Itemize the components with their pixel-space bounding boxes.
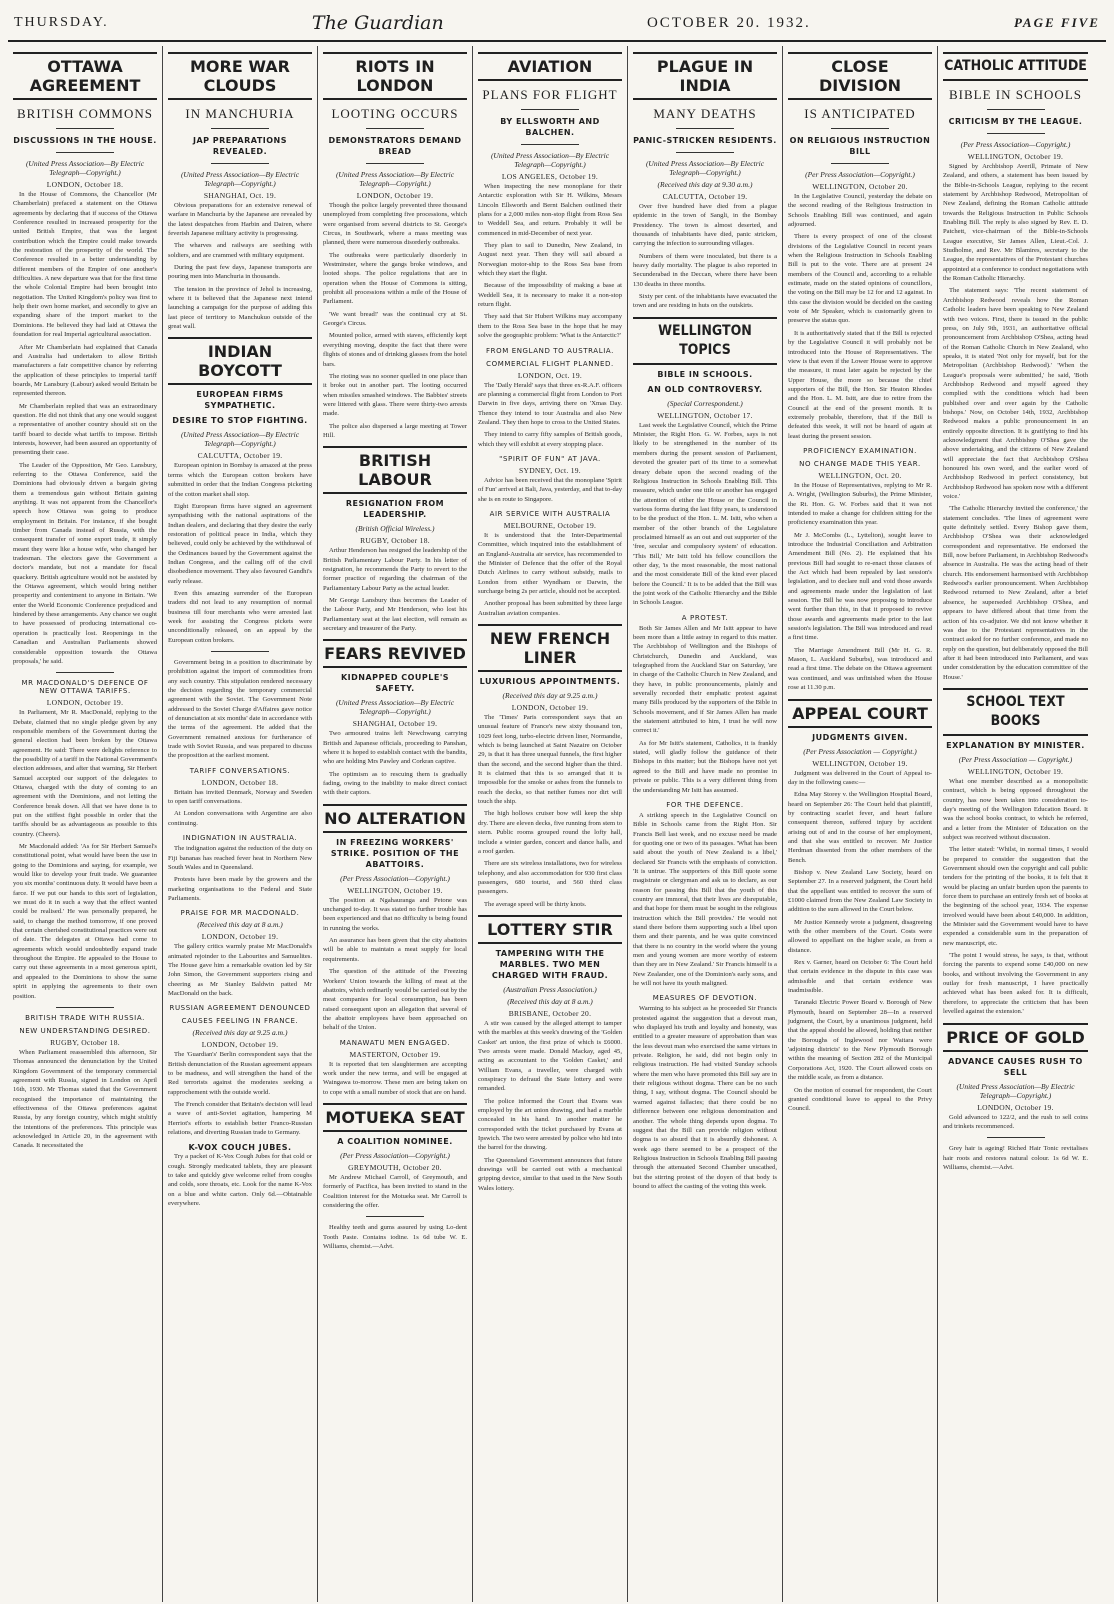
article-air-service [478, 510, 622, 618]
article-measures-of-devotion [633, 994, 777, 1191]
paragraph: The indignation against the reduction of the duty on Fiji bananas has reached fever heat in Northern New South Wales and in Queensland. [168, 845, 312, 871]
headline: BRITISH LABOUR [323, 446, 467, 494]
subheadline: BRITISH COMMONS [17, 106, 153, 121]
credit-line: (United Press Association—By Electric Telegraph—Copyright.) [956, 1081, 1075, 1100]
deck: ADVANCE CAUSES RUSH TO SELL [948, 1056, 1083, 1077]
dateline: BRISBANE, October 20. [508, 1008, 592, 1018]
paragraph: Bishop v. New Zealand Law Society, heard on September 27. In a reserved judgment, the Court held that the appellant was entitled to recover the sum of £1000 claimed from the New Zealand Law Society in addition to the sum allowed in the Court below. [788, 868, 932, 914]
dateline: RUGBY, October 18. [50, 1037, 120, 1047]
paragraph: Last week the Legislative Council, which the Prime Minister, the Right Hon. G. W. Forbes, says is not likely to be strengthened in the number of its members during the present session of Parliament, devoted the greater part of its time to a somewhat dreary debate upon the second reading of the Religious Instruction in Schools Enabling Bill. This measure, which under one title or another has engaged the attention of either the House or the Council in various forms during the last fifty years, is understood to be the product of the Hon. L. M. Isitt, who when a member of the other branch of the Legislature proclaimed himself as an out and out supporter of the 'free, secular and compulsory system' of education. 'This Bill,' Mr Isitt told his fellow councillors the other day, 'is the most reasonable, the most national and the most considerate Bill of the kind ever placed before the Council.' It is to be added that the Bill was the joint work of the Catholic Hierarchy and the Bible in Schools League. [633, 421, 777, 607]
section-subhead: A PROTEST. [681, 613, 729, 622]
paragraph: The Queensland Government announces that future drawings will be carried out with a mechanical gripping device, similar to that used in the New South Wales lottery. [478, 1156, 622, 1192]
deck: DEMONSTRATORS DEMAND BREAD [328, 136, 462, 156]
column-3 [318, 46, 473, 1602]
article-war-clouds [168, 52, 312, 331]
dateline: MASTERTON, October 19. [349, 1049, 441, 1059]
paragraph: In the House of Commons, the Chancellor (Mr Chamberlain) prefaced a statement on the Ottawa agreements by declaring that if success of the Ottawa Conference resulted in increased prosperity for the united British Empire, that was the largest contribution which the Empire could make towards the restoration of the prosperity of the world. The Conference resulted in a better understanding by different members of the Empire of one another's difficulties. A new departure was that for the first time the whole Colonial Empire had been brought into negotiation. The United Kingdom's policy was first to help their own home market, and secondly to give an expanding share of the import market to the Dominions. He believed they had laid at Ottawa the foundation for real Imperial agricultural association. [13, 191, 157, 339]
dateline: MELBOURNE, October 19. [503, 520, 597, 530]
paragraph: Another proposal has been submitted by three large Australian aviation companies. [478, 600, 622, 617]
masthead-day: THURSDAY. [14, 15, 109, 30]
columns [8, 46, 1106, 1602]
paragraph: The French consider that Britain's decision will lead a wave of anti-Soviet agitation, hampering M Herriot's efforts to establish better Franco-Russian relations, and diverting Russian trade to Germany. [168, 1101, 312, 1137]
paragraph: The 'Times' Paris correspondent says that an unusual feature of France's new sixty thousand ton, 1029 feet long, turbo-electric driven liner, Normandie, which is being launched at Saint Nazaire on October 29, is that it has three unequal funnels, the first higher than the second, and the second higher than the third. It is claimed that this is so arranged that it is impossible for the smoke or ashes from the funnels to reach the decks, so that neither fumes nor dirt will touch the ship. [478, 714, 622, 806]
credit-line: (Received this day at 8 a.m.) [507, 996, 593, 1006]
headline: INDIAN BOYCOTT [168, 337, 312, 385]
dateline: GREYMOUTH, October 20. [348, 1162, 442, 1172]
paragraph: Edna May Storey v. the Wellington Hospital Board, heard on September 26: The Court held that plaintiff, by contracting scarlet fever, and heart failure consequent thereon, suffered injury by accident arising out of and in the course of her employment, and that she was entitled to recover. Mr Justice Herdman dissented from the other members of the Bench. [788, 791, 932, 864]
paragraph: The statement says: 'The recent statement of Archbishop Redwood reveals how the Roman Catholic leaders have been speaking to New Zealand with two voices. First, there is issued in the public press, on July 9th, 1931, an authoritative official pronouncement from Archbishop O'Shea, acting head of the Roman Catholic Church in New Zealand, who speaks, it is stated 'Not only for myself, but for the Metropolitan (Archbishop Redwood).' 'When the League's proposals were submitted,' he said, 'Both Archbishop Redwood and myself agreed they complied with the conditions which had been published over and over again by the Catholic bishops.' Now, on October 14th, 1932, Archbishop Redwood makes a public pronouncement in an entirely opposite direction. It is gratifying to find his acknowledgment that Archbishop O'Shea gave the above undertaking, and the citizens of New Zealand will appreciate the fact that Archbishop O'Shea honoured his own word, and the earlier word of Archbishop Redwood in perfect consistency, but Archbishop Redwood has spoken now with a different voice.' [943, 287, 1088, 501]
paragraph: 'The Catholic Hierarchy invited the conference,' the statement concludes. 'The lines of agreement were quite definitely settled. Every Bishop gave them, Archbishop O'Shea was their acknowledged correspondent and representative. He endorsed the Bill, now before Parliament, in Archbishop Redwood's absence in Australia. He was the acting head of their church. His endorsement harmonised with Archbishop Redwood's earlier pronouncement. When Archbishop Redwood returned to New Zealand, after a brief absence, he superseded Archbishop O'Shea, and appears to have differed about that time from the action of his co-adjutor. We did not know whether it was due to the Protestant representatives in the contract asked for no further conference, and made no reply on the question, but deliberately opposed the Bill after it had been introduced into Parliament, and was under consideration by the education committee of the House.' [943, 505, 1088, 681]
paragraph: When Parliament reassembled this afternoon, Sir Thomas announced the denunciation by the United Kingdom Government of the temporary commercial agreement with Russia, signed in London on April 16th, 1930. Mr Thomas stated that the Government recognised the importance of maintaining the effectiveness of the Ottawa preferences against Russia, by any foreign country, which might stultify the intentions of the preferences. This principle was acknowledged in Article 20, in the agreement with Canada. It necessitated the [13, 1048, 157, 1150]
deck: KIDNAPPED COUPLE'S SAFETY. [340, 673, 450, 694]
subheadline: BIBLE IN SCHOOLS [948, 87, 1082, 102]
article-a-protest [633, 614, 777, 795]
paragraph: The police also dispersed a large meeting at Tower Hill. [323, 422, 467, 439]
paragraph: The 'Guardian's' Berlin correspondent says that the British denunciation of the Russian agreement appears to be madness, and will strengthen the hand of the Red terrorists against the moderates seeking a rapprochement with the outside world. [168, 1051, 312, 1096]
paragraph: Both Sir James Allen and Mr Isitt appear to have been more than a little astray in regard to this matter. The Archbishop of Wellington and the Bishops of Christchurch, Dunedin and Auckland, was telegraphed from the Auckland Star on Saturday, 'are in charge of the Catholic Church in New Zealand, and they have, in public pronouncements, plainly and severally recorded their emphatic protest against many Bills produced by the supporters of the Bible in Schools movement, and if Sir James Allen has made the statement attributed to him, I trust he will now correct it.' [633, 624, 777, 735]
dateline: LONDON, Oct. 19. [517, 370, 583, 380]
paragraph: It is authoritatively stated that if the Bill is rejected by the Legislative Council it will probably not be introduced into the House of Representatives. The view is that even if the Lower House were to approve the measure, it must later again be rejected by the Upper House, the more so because the chief supporters of the Bill, the Hon. Sir Heaton Rhodes and the Hon. L. M. Isitt, are due to retire from the Council at the end of the present month. It is extremely probable, therefore, that if the Bill is defeated this week, it will not be heard of again at least during the present session. [788, 329, 932, 440]
paragraph: Mr Chamberlain replied that was an extraordinary question. He did not think that any one would suggest a representative of another country should sit on the tariff board to decide what tariffs to impose. British interests, however, had been assured an opportunity of presenting their case. [13, 402, 157, 457]
article-aviation [478, 52, 622, 341]
credit-line: (Received this day at 9.25 a.m.) [192, 1028, 288, 1038]
paragraph: What one member described as a monopolistic contract, which is being opposed throughout the country, has now been taken into consideration to-day's meeting of the Wellington Education Board. It was the school books contract, to which he referred, and a letter from the Minister of Education on the subject was received without discussion. [943, 777, 1088, 841]
paragraph: Britain has invited Denmark, Norway and Sweden to open tariff conversations. [168, 788, 312, 806]
headline: AVIATION [478, 52, 622, 81]
paragraph: Mr Justice Kennedy wrote a judgment, disagreeing with the other members of the Court. Costs were allowed to appellant on the higher scale, as from a distance. [788, 918, 932, 954]
paragraph: The outbreaks were particularly disorderly in Westminster, where the gangs broke windows, and looted shops. The police regulations that are in operation when the House of Commons is sitting, prohibit all processions within a mile of the House of Parliament. [323, 251, 467, 306]
paragraph: European opinion in Bombay is amazed at the press terms which the European cotton brokers have submitted in order that the Indian Congress picketing of the cotton market shall stop. [168, 462, 312, 498]
deck: LUXURIOUS APPOINTMENTS. [479, 677, 621, 687]
article-no-alteration [323, 804, 467, 1033]
subheadline: MANY DEATHS [653, 106, 757, 121]
advertisement-hair-tonic [943, 1144, 1088, 1172]
column-7 [938, 46, 1093, 1602]
section-subhead: TARIFF CONVERSATIONS. [189, 766, 291, 775]
paragraph: The gallery critics warmly praise Mr MacDonald's animated rejoinder to the Labourites and Samuelites. The House gave him a remarkable ovation led by Sir John Simon, the Government supporters rising and cheering as Mr Stanley Baldwin patted Mr MacDonald on the back. [168, 943, 312, 997]
article-wellington-topics [633, 317, 777, 608]
paragraph: There are six wireless installations, two for wireless telephony, and also accommodation for 930 first class passengers, 680 tourist, and 560 third class passengers. [478, 860, 622, 896]
paragraph: The high hollows cruiser bow will keep the ship dry. There are eleven decks, five running from stem to stern. Public rooms grouped round the lofty hall, include a winter garden, concert and dance halls, and a roof garden. [478, 810, 622, 855]
ad-title: K-VOX COUCH JUBES. [188, 1143, 292, 1153]
credit-line: (Received this day at 9.25 a.m.) [502, 691, 598, 701]
headline: NEW FRENCH LINER [478, 624, 622, 672]
headline: NO ALTERATION [323, 804, 467, 833]
paragraph: They intend to carry fifty samples of British goods, which they will exhibit at every stopping place. [478, 431, 622, 448]
paragraph: In the House of Representatives, replying to Mr R. A. Wright, (Wellington Suburbs), the Prime Minister, the Rt. Hon. G. W. Forbes said that it was not intended to make a change for children sitting for the proficiency examination this year. [788, 481, 932, 527]
deck: DESIRE TO STOP FIGHTING. [172, 416, 308, 426]
section-subhead: AIR SERVICE WITH AUSTRALIA [489, 509, 611, 518]
headline: PRICE OF GOLD [943, 1023, 1088, 1052]
section-subhead: NO CHANGE MADE THIS YEAR. [799, 459, 921, 468]
credit-line: (Per Press Association—Copyright.) [805, 170, 915, 179]
dateline: SHANGHAI, October 19. [352, 719, 438, 729]
headline: FEARS REVIVED [323, 639, 467, 668]
dateline: CALCUTTA, October 19. [197, 451, 283, 461]
dateline: LONDON, October 19. [201, 932, 279, 942]
section-subhead: RUSSIAN AGREEMENT DENOUNCED [169, 1004, 311, 1013]
section-subhead: CAUSES FEELING IN FRANCE. [181, 1017, 299, 1026]
advertisement-lodent [323, 1223, 467, 1251]
masthead [8, 6, 1106, 42]
deck: EUROPEAN FIRMS SYMPATHETIC. [196, 390, 284, 411]
deck: DISCUSSIONS IN THE HOUSE. [13, 136, 157, 145]
article-russia-trade [13, 1014, 157, 1151]
paragraph: The Leader of the Opposition, Mr Geo. Lansbury, referring to the Ottawa Conference, said the Dominions had obviously driven a bargain giving them a tremendous gain without Britain gaining anything. It was not apparent from the Chancellor's speech how Ottawa was going to produce employment in Britain. For instance, if she bought timber from Canada instead of Russia, with the consequent transfer of some export trade, it simply meant they were like a house wife, who changed her tradesman. The electors gave the Government a doctor's mandate, but not a mandate for fiscal quackery. British agriculture would not be assisted by the Ottawa agreement, which would bring neither prosperity and contentment to anyone in Britain. 'We enter the World Economic Conference prejudiced and hindered by these arrangements. Any chance we ought to have possessed of producing international co-operation is practically lost. Reopenings in the Canadian and Australian Parliaments showed considerable opposition towards the Ottawa proposals,' he said. [13, 461, 157, 665]
article-for-the-defence [633, 801, 777, 989]
credit-line: (Per Press Association—Copyright.) [340, 1150, 450, 1160]
article-plague-india [633, 52, 777, 311]
article-tariff-conversations [168, 767, 312, 828]
credit-line: (United Press Association—By Electric Telegraph—Copyright.) [25, 159, 145, 177]
article-lottery-stir [478, 915, 622, 1193]
credit-line: (Per Press Association — Copyright.) [803, 746, 917, 756]
article-french-liner [478, 624, 622, 909]
paragraph: Mr George Lansbury thus becomes the Leader of the Labour Party, and Mr Henderson, who lost his Parliamentary seat at the last election, will remain as secretary and treasurer of the Party. [323, 596, 467, 632]
credit-line: (United Press Association—By Electric Telegraph—Copyright.) [335, 170, 455, 188]
paragraph: The position at Ngahauranga and Petone was unchanged to-day. It was stated no further trouble has been experienced and that no difficulty is being found in running the works. [323, 896, 467, 932]
headline: CATHOLIC ATTITUDE [943, 52, 1088, 81]
paragraph: Protests have been made by the growers and the marketing organisations to the Federal and State Parliaments. [168, 876, 312, 902]
subheadline: IN MANCHURIA [185, 106, 295, 121]
paragraph: The 'Daily Herald' says that three ex-R.A.F. officers are planning a commercial flight from London to Port Darwin in five days, arriving there on 'Xmas Day. Thence they intend to tour Australia and also New Zealand. They then hope to cross to the United States. [478, 381, 622, 426]
section-subhead: FROM ENGLAND TO AUSTRALIA. [486, 346, 614, 355]
dateline: CALCUTTA, October 19. [662, 192, 748, 201]
article-price-of-gold [943, 1023, 1088, 1132]
paragraph: Eight European firms have signed an agreement sympathising with the national aspirations of the Indian dealers, and declaring that they desire the early restoration of political peace in India, which they believed, could only be achieved by the withdrawal of the Ordinances issued by the Government against the Indian Congress, and the calling off of the civil disobedience movement. They also favoured Gandhi's early release. [168, 502, 312, 585]
headline: PLAGUE IN INDIA [633, 52, 777, 100]
dateline: LONDON, October 19. [356, 191, 434, 200]
deck: A COALITION NOMINEE. [337, 1136, 453, 1146]
article-school-text-books [943, 688, 1088, 1017]
subheadline: IS ANTICIPATED [804, 106, 916, 121]
section-subhead: INDIGNATION IN AUSTRALIA. [182, 834, 298, 843]
headline: CLOSE DIVISION [788, 52, 932, 100]
paragraph: Arthur Henderson has resigned the leadership of the British Parliamentary Labour Party. In his letter of resignation, he recommends the Party to revert to the former practice of regarding the chairman of the Parliamentary Labour Party as the actual leader. [323, 547, 467, 592]
section-subhead: PROFICIENCY EXAMINATION. [803, 446, 917, 455]
deck: IN FREEZING WORKERS' STRIKE. POSITION OF THE ABATTOIRS. [330, 837, 460, 869]
article-riots-london [323, 52, 467, 440]
dateline: WELLINGTON, October 20. [812, 182, 908, 191]
credit-line: (United Press Association—By Electric Telegraph—Copyright.) [180, 430, 300, 449]
paragraph: Two armoured trains left Newchwang carrying British and Japanese officials, proceeding to Panshan, where it is hoped to establish contact with the bandits, who are holding Mrs Pawley and Corkran captive. [323, 730, 467, 766]
paragraph: It is reported that ten slaughtermen are accepting work under the new terms, and will be engaged at Waingawa to-morrow. These men are being taken on to cope with a small number of stock that are on hand. [323, 1060, 467, 1096]
article-indian-boycott [168, 337, 312, 760]
article-russian-agreement [168, 1004, 312, 1137]
column-4 [473, 46, 628, 1602]
paragraph: 'We want bread!' was the continual cry at St. George's Circus. [323, 310, 467, 328]
paragraph: Numbers of them were inoculated, but there is a heavy daily mortality. The plague is also reported in Secunderabad in the Deccan, where there have been 130 deaths in three months. [633, 252, 777, 288]
masthead-date: OCTOBER 20. 1932. [646, 14, 811, 31]
deck: JUDGMENTS GIVEN. [812, 732, 908, 742]
section-subhead: BRITISH TRADE WITH RUSSIA. [25, 1013, 145, 1022]
credit-line: (Per Press Association—Copyright.) [960, 140, 1071, 149]
article-british-labour [323, 446, 467, 633]
article-catholic-attitude [943, 52, 1088, 682]
paragraph: The letter stated: 'Whilst, in normal times, I would be prepared to consider the suggestion that the Government should own the copyright and call public tenders for the printing of the books, it is felt that it would be placing an unfair burden upon the parents to force them to purchase an entirely fresh set of books at the beginning of the school year, 1934. The expense involved would have been about £40,000. In addition, the Minister said the Government would have to have expended a considerable sum in the preparation of new manuscript, etc. [943, 846, 1088, 947]
section-subhead: MANAWATU MEN ENGAGED. [339, 1038, 451, 1047]
column-5 [628, 46, 783, 1602]
dateline: WELLINGTON, October 19. [967, 152, 1064, 161]
paragraph: When inspecting the new monoplane for their Antarctic exploration with Sir H. Wilkins, Messrs Lincoln Ellsworth and Bernt Balchen outlined their plans for a 2,000 miles non-stop flight from Ross Sea to Weddell Sea, and return. Probably it will be commenced in mid-December of next year. [478, 183, 622, 237]
subheadline: LOOTING OCCURS [331, 106, 459, 121]
section-subhead: MR MACDONALD'S DEFENCE OF NEW OTTAWA TARIFFS. [21, 679, 149, 696]
paragraph: As for Mr Isitt's statement, Catholics, it is frankly stated, will gladly follow the guidance of their Bishops in this matter; but the Bishops have not yet agreed to the Bill and have made no promise in private or public. This is a very different thing from the understanding Mr Isitt has assumed. [633, 739, 777, 794]
paragraph: A stir was caused by the alleged attempt to tamper with the marbles at this week's drawing of the 'Golden Casket' art union, the first prize of which is £6000. Two arrests were made. Donald Mackay, aged 45, acting as accountant to the 'Golden Casket,' and William Evans, a traveller, were charged with conspiracy to defraud the State lottery and were remanded. [478, 1019, 622, 1093]
paragraph: Though the police largely prevented three thousand unemployed from completing five processions, which were organised from several districts to St. George's Circus, in Southwark, where a mass meeting was planned, there were numerous disorderly outbreaks. [323, 202, 467, 247]
deck: ON RELIGIOUS INSTRUCTION BILL [789, 136, 931, 156]
dateline: SHANGHAI, Oct. 19. [203, 191, 277, 200]
section-subhead: FOR THE DEFENCE. [666, 800, 744, 809]
headline: SCHOOL TEXT BOOKS [943, 688, 1088, 736]
deck: JAP PREPARATIONS REVEALED. [192, 136, 288, 156]
dateline: LONDON, October 19. [511, 703, 589, 713]
paragraph: Warming to his subject as he proceeded Sir Francis protested against the suggestion that a devout man, who displayed his truth and loyalty and honesty, was entitled to a greater measure of approbation than was the less devout man who exercised the same virtues in private. Religion, he said, did not begin only in religious instruction. He had visited Sunday schools where the men who have promoted this Bill say are in their religious without dogma. There can be no such thing, I say, without dogma. The Council should be warned against fallacies; that there could be no difference between one religious denomination and another. The whole thing depends upon dogma. To suggest that the Bill can provide religion without dogma is so absurd that it is absurdly dishonest. A week ago there seemed to be a prospect of the Religious Instruction in Schools Enabling Bill passing through the attenuated Second Chamber unscathed, but the stirring protest of the doyen of that body is bound to affect the casting of the voting this week. [633, 1005, 777, 1190]
paragraph: The Marriage Amendment Bill (Mr H. G. R. Mason, L. Auckland Suburbs), was introduced and read a first time. The debate on the Ottawa agreement was continued, and was unfinished when the House rose at 11.30 p.m. [788, 646, 932, 692]
paragraph: Mounted police, armed with staves, efficiently kept everything moving, despite the fact that there were flights of stones and of drinking glasses from the hotel bars. [323, 332, 467, 368]
paragraph: The optimism as to rescuing them is gradually fading, owing to the inability to make direct contact with their captors. [323, 770, 467, 797]
masthead-page: PAGE FIVE [1013, 15, 1100, 30]
paragraph: Taranaki Electric Power Board v. Borough of New Plymouth, heard on September 28—In a reserved judgment, the Court, by a unanimous judgment, held that the appeal should be allowed, holding that neither the Boroughs of Inglewood nor Waitara were 'adjoining districts' to the New Plymouth Borough within the meaning of Section 282 of the Municipal Corporations Act, 1920. The Court allowed costs on the middle scale, as from a distance. [788, 999, 932, 1082]
paragraph: Because of the impossibility of making a base at Weddell Sea, it is necessary to make it a non-stop return flight. [478, 282, 622, 309]
article-proficiency [788, 447, 932, 693]
article-close-division [788, 52, 932, 441]
paragraph: They said that Sir Hubert Wilkins may accompany them to the Ross Sea base in the hope that he may solve the geographic problem: 'What is the Antarctic?' [478, 313, 622, 340]
column-2 [163, 46, 318, 1602]
paragraph: A striking speech in the Legislative Council on Bible in Schools came from the Right Hon. Sir Francis Bell last week, and no excuse need be made for quoting one or two of its passages. 'What has been said about the youth of New Zealand is a libel,' declared Sir Francis with the emphasis of conviction. 'It is untrue. The supporters of this Bill quote some magistrate or clergyman and ask us to declare, as our reason for passing this Bill that the youth of this country are immoral, that their lives are disreputable, and that hope for them must be sought in the religious instruction which the Bill provides.' He would not stand there before them supporting such a libel upon them and their parents, and he was quite convinced that there is no country in the world where the young men and young women are more worthy of esteem than they are in New Zealand.' Sir Francis himself is a New Zealander, one of the Dominion's early sons, and he will not have its youth maligned. [633, 811, 777, 988]
paragraph: Even this amazing surrender of the European traders did not lead to any resumption of normal business till four merchants who were arrested last week for assisting the Congress pickets were unconditionally released, on an appeal by the European cotton brokers. [168, 589, 312, 644]
paragraph: During the past few days, Japanese transports are pouring men into Manchuria in thousands. [168, 264, 312, 281]
ad-text: Try a packet of K-Vox Cough Jubes for that cold or cough. Strongly medicated tablets, they are pleasant to take and quickly give welcome relief from coughs and colds, sore throats, etc. Look for the name K-Vox on a blue and white carton. Only 6d.—Obtainable everywhere. [168, 1153, 312, 1208]
credit-line: (British Official Wireless.) [355, 524, 435, 534]
paragraph: Over five hundred have died from a plague epidemic in the town of Sangli, in the Bombay Presidency. The town is almost deserted, and thousands of inhabitants have died, panic stricken, carrying the infection to surrounding villages. [633, 203, 777, 248]
article-motueka-seat [323, 1103, 467, 1210]
paragraph: Gold advanced to 122/2, and the rush to sell coins and trinkets recommenced. [943, 1113, 1088, 1130]
paragraph: Government being in a position to discriminate by prohibition against the import of commodities from any such country. This stipulation rendered necessary the decision regarding the temporary commercial agreement with the Soviet. The Government Note addressed to the Soviet Charge d'Affaires gave notice of denunciation at six months' date in accordance with the terms of the agreement. He added that the Government remained anxious for furtherance of trade with Soviet Russia, and was prepared to discuss the proposition at the earliest moment. [168, 659, 312, 760]
dateline: LONDON, October 19. [977, 1102, 1054, 1112]
article-spirit-of-fun [478, 455, 622, 504]
deck: BIBLE IN SCHOOLS. [657, 369, 753, 379]
paragraph: 'The point I would stress, he says, is that, without forcing the parents to expend some £40,000 on new books, and without involving the Government in any outlay for fresh manuscript, I have practically achieved what has been asked for. It is difficult, therefore, to appreciate the criticism that has been levelled against the extension.' [943, 952, 1088, 1016]
ad-text: Grey hair is ageing! Riched Hair Tonic revitalises hair roots and restores natural colour. 1s 6d W. E. Williams, chemist.—Advt. [943, 1145, 1088, 1171]
credit-line: (Per Press Association—Copyright.) [340, 873, 450, 883]
paragraph: The rioting was no sooner quelled in one place than it broke out in another part. The looting occurred when missiles smashed windows. The Babbies' streets were littered with glass. There were thirty-two arrests made. [323, 372, 467, 418]
dateline: LONDON, October 18. [46, 180, 124, 189]
dateline: WELLINGTON, October 19. [347, 885, 443, 895]
deck: AN OLD CONTROVERSY. [647, 384, 763, 394]
paragraph: Mr Andrew Michael Carroll, of Greymouth, and formerly of Pacifica, has been invited to stand in the Coalition interest for the Motueka seat. Mr Carroll is considering the offer. [323, 1173, 467, 1209]
article-manawatu-men [323, 1039, 467, 1097]
subheadline: PLANS FOR FLIGHT [482, 87, 618, 102]
credit-line: (Special Correspondent.) [667, 398, 743, 408]
deck: TAMPERING WITH THE MARBLES. TWO MEN CHARGED WITH FRAUD. [491, 948, 609, 980]
paragraph: Rex v. Garner, heard on October 6: The Court held that certain evidence in the dispute in this case was admissible and that certain evidence was inadmissible. [788, 959, 932, 995]
headline: OTTAWA AGREEMENT [13, 52, 157, 100]
dateline: LONDON, October 19. [46, 698, 124, 708]
dateline: LONDON, October 18. [201, 777, 279, 787]
paragraph: Sixty per cent. of the inhabitants have evacuated the town and are residing in huts on the outskirts. [633, 293, 777, 310]
column-6 [783, 46, 938, 1602]
headline: APPEAL COURT [788, 699, 932, 728]
paragraph: After Mr Chamberlain had explained that Canada and Australia had undertaken to allow British manufacturers a fair competitive chance by referring the application of these principles to imperial tariff boards, Mr Lansbury (Labour) asked would Britain be represented thereon. [13, 343, 157, 398]
paragraph: At London conversations with Argentine are also continuing. [168, 810, 312, 827]
credit-line: (Per Press Association — Copyright.) [958, 754, 1073, 764]
paragraph: There is every prospect of one of the closest divisions of the Legislative Council in recent years when the Religious Instruction in Schools Enabling Bill is put to the vote. There are at present 24 members of the Council and, according to a reliable estimate, made on the stated opinions of councillors, the voting on the Bill may be 12 for and 12 against. In this case the division would be decided on the casting vote of Mr Speaker, which is customarily given to preserve the status quo. [788, 233, 932, 325]
paragraph: Obvious preparations for an extensive renewal of warfare in Manchuria by the Japanese are revealed by the latest despatches from Harbin and Dairen, where feverish Japanese military activity is progressing. [168, 202, 312, 238]
headline: RIOTS IN LONDON [323, 52, 467, 100]
paragraph: Mr J. McCombs (L., Lyttelton), sought leave to introduce the Industrial Conciliation and Arbitration Amendment Bill (No. 2). He explained that his previous Bill had sought to re-enact those clauses of the Act which had been repealed by last session's legislation, and to declare null and void those awards and agreements made under the legislation of last session. The Bill he was now proposing to introduce went further than this, in that it proposed to revive those awards and agreements made prior to the last session's legislation. The Bill was introduced and read a first time. [788, 531, 932, 642]
credit-line: (United Press Association—By Electric Telegraph—Copyright.) [490, 151, 610, 169]
deck: EXPLANATION BY MINISTER. [946, 740, 1085, 750]
deck: RESIGNATION FROM LEADERSHIP. [345, 499, 445, 520]
dateline: LOS ANGELES, October 19. [501, 172, 599, 181]
paragraph: The wharves and railways are seething with soldiers, and are crammed with military equipment. [168, 242, 312, 259]
paragraph: Judgment was delivered in the Court of Appeal to-day in the following cases:— [788, 769, 932, 786]
headline: MOTUEKA SEAT [323, 1103, 467, 1132]
dateline: RUGBY, October 18. [360, 536, 430, 546]
paragraph: The police informed the Court that Evans was employed by the art union drawing, and had a marble concealed in his hand. In another matter he corresponded with the ticket purchased by Evans at Ipswich. The two were arrested by police who hid into the barrel for the drawing. [478, 1097, 622, 1152]
dateline: LONDON, October 19. [201, 1040, 279, 1050]
deck: CRITICISM BY THE LEAGUE. [948, 117, 1083, 126]
paragraph: Signed by Archbishop Averill, Primate of New Zealand, and others, a statement has been issued by the Bible-in-Schools League, replying to the recent statement by Archbishop Redwood, Metropolitan of New Zealand, defining the Roman Catholic attitude towards the Religious Instruction in Public Schools Enabling Bill. The reply is also signed by Rev. E. D. Patchett, vice-chairman of the Bible-in-Schools League executive, Sir James Allen, Lieut.-Col. J. Studholme, and Rev. Mr Blamires, secretary to the League, the representatives of the Protestant churches appointed at a conference to conduct negotiations with the Roman Catholic Hierarchy. [943, 163, 1088, 283]
headline: MORE WAR CLOUDS [168, 52, 312, 100]
dateline: WELLINGTON, Oct. 20. [818, 470, 902, 480]
paragraph: Advice has been received that the monoplane 'Spirit of Fun' arrived at Bali, Java, yesterday, and that to-day she is en route to Singapore. [478, 476, 622, 503]
advertisement-kvox [168, 1143, 312, 1208]
credit-line: (United Press Association—By Electric Telegraph—Copyright.) [335, 698, 455, 717]
article-indignation-australia [168, 834, 312, 903]
article-fears-revived [323, 639, 467, 797]
credit-line: (Australian Press Association.) [503, 984, 597, 994]
article-appeal-court [788, 699, 932, 1114]
paragraph: In the Legislative Council, yesterday the debate on the second reading of the Religious Instruction in Schools Enabling Bill was continued, and again adjourned. [788, 193, 932, 229]
credit-line: (Received this day at 8 a.m.) [197, 920, 283, 930]
section-subhead: NEW UNDERSTANDING DESIRED. [19, 1026, 151, 1035]
article-macdonald-defence [13, 679, 157, 1001]
section-subhead: COMMERCIAL FLIGHT PLANNED. [486, 359, 614, 368]
paragraph: The average speed will be thirty knots. [484, 900, 587, 908]
column-1 [8, 46, 163, 1602]
paragraph: On the motion of counsel for respondent, the Court granted conditional leave to appeal to the Privy Council. [788, 1086, 932, 1113]
credit-line: (United Press Association—By Electric Telegraph—Copyright.) [645, 159, 765, 177]
paragraph: In Parliament, Mr R. MacDonald, replying to the Debate, claimed that no single pledge given by any responsible members of the Government during the general election had been broken by the Ottawa agreement. He said: There were delights reference to the possibility of a tariff in the National Government's election addresses, and after that warning, Sir Herbert Samuel accepted our support of the delegates to Ottawa, charged with the duty of coming to an agreement with the Dominions, and not letting the Conference break down. All that we have done is to put on the stiffest fight possible in order that the tariffs should be as advantageous as possible to this country. (Cheers). [13, 709, 157, 838]
dateline: WELLINGTON, October 17. [657, 410, 753, 420]
paragraph: An assurance has been given that the city abattoirs will be able to maintain a meat supply for local requirements. [323, 937, 467, 963]
article-praise-macdonald [168, 909, 312, 998]
headline: WELLINGTON TOPICS [633, 317, 777, 365]
dateline: WELLINGTON, October 19. [967, 766, 1064, 776]
headline: LOTTERY STIR [478, 915, 622, 944]
paragraph: The question of the attitude of the Freezing Workers' Union towards the killing of meat at the abattoirs, which ordinarily would be carried out by the meat companies for local consumption, has been raised consequent upon an allegation that several of the abattoir employees have been approached on behalf of the Union. [323, 968, 467, 1032]
section-subhead: MEASURES OF DEVOTION. [652, 994, 758, 1003]
paragraph: It is understood that the Inter-Departmental Committee, which inquired into the establishment of an England-Australia air service, has recommended to the Minister of Defence that the offer of the Royal Dutch Airlines to carry without subsidy, mails to London from either Wyndham or Darwin, the surcharge being 2s per article, should not be accepted. [478, 531, 622, 595]
article-ottawa-agreement [13, 52, 157, 666]
section-subhead: "SPIRIT OF FUN" AT JAVA. [499, 454, 601, 463]
deck: PANIC-STRICKEN RESIDENTS. [633, 136, 777, 145]
paragraph: The tension in the province of Jehol is increasing, where it is believed that the Japanese next intend launching a campaign for the purpose of adding this last piece of territory to Manchukuo outside of the great wall. [168, 285, 312, 331]
credit-line: (Received this day at 9.30 a.m.) [657, 180, 753, 189]
article-england-australia [478, 347, 622, 449]
ad-text: Healthy teeth and gums assured by using Lo-dent Tooth Paste. Contains iodine. 1s 6d tube W. E. Williams, chemist.—Advt. [323, 1224, 467, 1250]
paragraph: Mr Macdonald added: 'As for Sir Herbert Samuel's constitutional point, what would have been the use in going to the Dominions and saying, for example, we would like to develop your fruit trade. We guarantee you six months' continuous duty. It would have been a farce. If we put our hands to this sort of legislation, we must do it in such a way that the effect wanted could be realised.' He was personally prepared, he said, to change the method tomorrow, if one proved that certain cherished constitutional practices were out of date. The delegates at Ottawa had come to agreements which would undoubtedly expand trade throughout the Empire. He appealed to the House to carry out these agreements in a most generous spirit, and appealed to the Dominions to show the same spirit in applying the agreements to their own position. [13, 843, 157, 1000]
masthead-title: The Guardian [311, 12, 444, 34]
dateline: SYDNEY, Oct. 19. [519, 465, 581, 475]
paragraph: They plan to sail to Dunedin, New Zealand, in August next year. Then they will sail aboard a Norwegian motor-ship to the Ross Sea base from which they start the flight. [478, 242, 622, 278]
dateline: WELLINGTON, October 19. [812, 758, 908, 768]
deck: BY ELLSWORTH AND BALCHEN. [500, 117, 600, 137]
section-subhead: PRAISE FOR MR MACDONALD. [180, 909, 300, 918]
credit-line: (United Press Association—By Electric Telegraph—Copyright.) [180, 170, 300, 188]
